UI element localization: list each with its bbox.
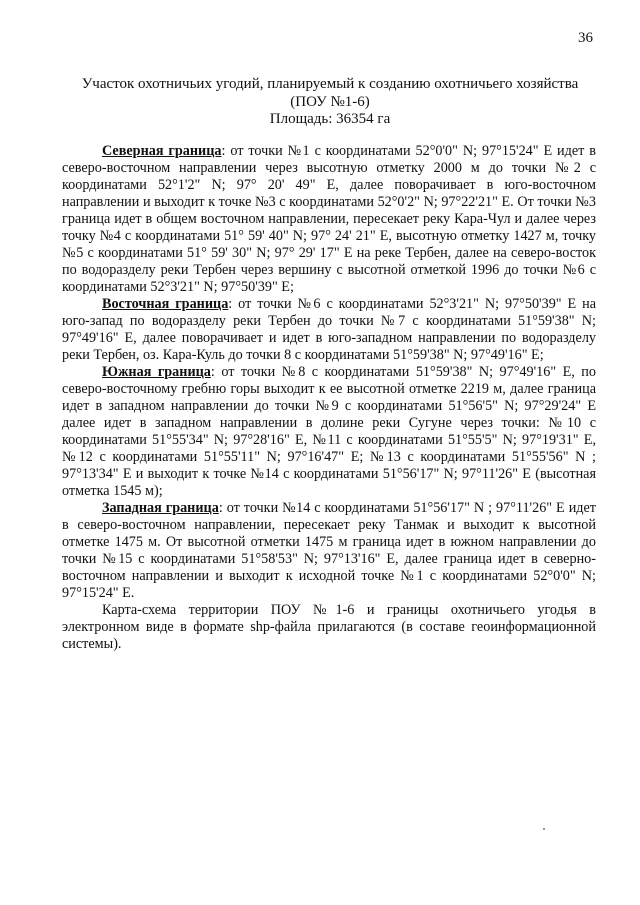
south-boundary-heading: Южная граница bbox=[102, 364, 211, 380]
south-boundary-text: : от точки №8 с координатами 51°59'38" N; 97°49'16" E, по северо-восточному гребню горы выходит к ее высотной отметке 2219 м, далее граница идет в западном направлении до точки №9 с координатами 51°56'5" N; 97°29'24" E далее идет в западном направлении в долине реки Сугуне через точки: №10 с координатами 51°55'34" N; 97°28'16" E, №11 с координатами 51°55'5" N; 97°19'31" E, №12 с координатами 51°55'11" N; 97°16'47" E; №13 с координатами 51°55'56" N ; 97°13'34" E и выходит к точке №14 с координатами 51°56'17" N; 97°11'26" E (высотная отметка 1545 м); bbox=[62, 364, 596, 499]
page-number: 36 bbox=[578, 30, 593, 46]
east-boundary-heading: Восточная граница bbox=[102, 296, 229, 312]
south-boundary-paragraph bbox=[62, 364, 596, 500]
closing-paragraph: Карта-схема территории ПОУ №1-6 и границы охотничьего угодья в электронном виде в формате shp-файла прилагаются (в составе геоинформационной системы). bbox=[62, 602, 596, 652]
east-boundary-text: : от точки №6 с координатами 52°3'21" N; 97°50'39" E на юго-запад по водоразделу реки Тербен до точки №7 с координатами 51°59'38" N; 97°49'16" E, далее поворачивает и идет в юго-западном направлении по водоразделу реки Тербен, оз. Кара-Куль до точки 8 с координатами 51°59'38" N; 97°49'16" E; bbox=[62, 296, 596, 363]
north-boundary-text: : от точки №1 с координатами 52°0'0" N; 97°15'24" E идет в северо-восточном направлении через высотную отметку 2000 м до точки №2 с координатами 52°1'2" N; 97° 20' 49" E, далее поворачивает в юго-восточном направлении и выходит к точке №3 с координатами 52°0'2" N; 97°22'21" E. От точки №3 граница идет в общем восточном направлении, пересекает реку Кара-Чул и далее через точку №4 с координатами 51° 59' 40" N; 97° 24' 21" E, высотную отметку 1427 м, точку №5 с координатами 51° 59' 30" N; 97° 29' 17" E на реке Тербен, далее на северо-восток по водоразделу реки Тербен через вершину с высотной отметкой 1996 до точки №6 с координатами 52°3'21" N; 97°50'39" E; bbox=[62, 143, 596, 295]
west-boundary-paragraph bbox=[62, 500, 596, 602]
west-boundary-heading: Западная граница bbox=[102, 500, 219, 516]
document-body bbox=[62, 143, 596, 653]
title-line-3: Площадь: 36354 га bbox=[269, 111, 391, 127]
north-boundary-paragraph bbox=[62, 143, 596, 296]
east-boundary-paragraph bbox=[62, 296, 596, 364]
north-boundary-heading: Северная граница bbox=[102, 143, 222, 159]
scan-dot bbox=[543, 828, 545, 830]
document-title bbox=[60, 76, 600, 129]
title-line-1: Участок охотничьих угодий, планируемый к созданию охотничьего хозяйства bbox=[81, 76, 579, 92]
west-boundary-text: : от точки №14 с координатами 51°56'17" N ; 97°11'26" E идет в северо-восточном направлении, пересекает реку Танмак и выходит к высотной отметке 1475 м. От высотной отметки 1475 м граница идет в южном направлении до точки №15 с координатами 51°58'53" N; 97°13'16" E, далее граница идет в северно-восточном направлении и выходит к исходной точке №1 с координатами 52°0'0" N; 97°15'24" E. bbox=[62, 500, 597, 601]
title-line-2: (ПОУ №1-6) bbox=[290, 93, 370, 110]
